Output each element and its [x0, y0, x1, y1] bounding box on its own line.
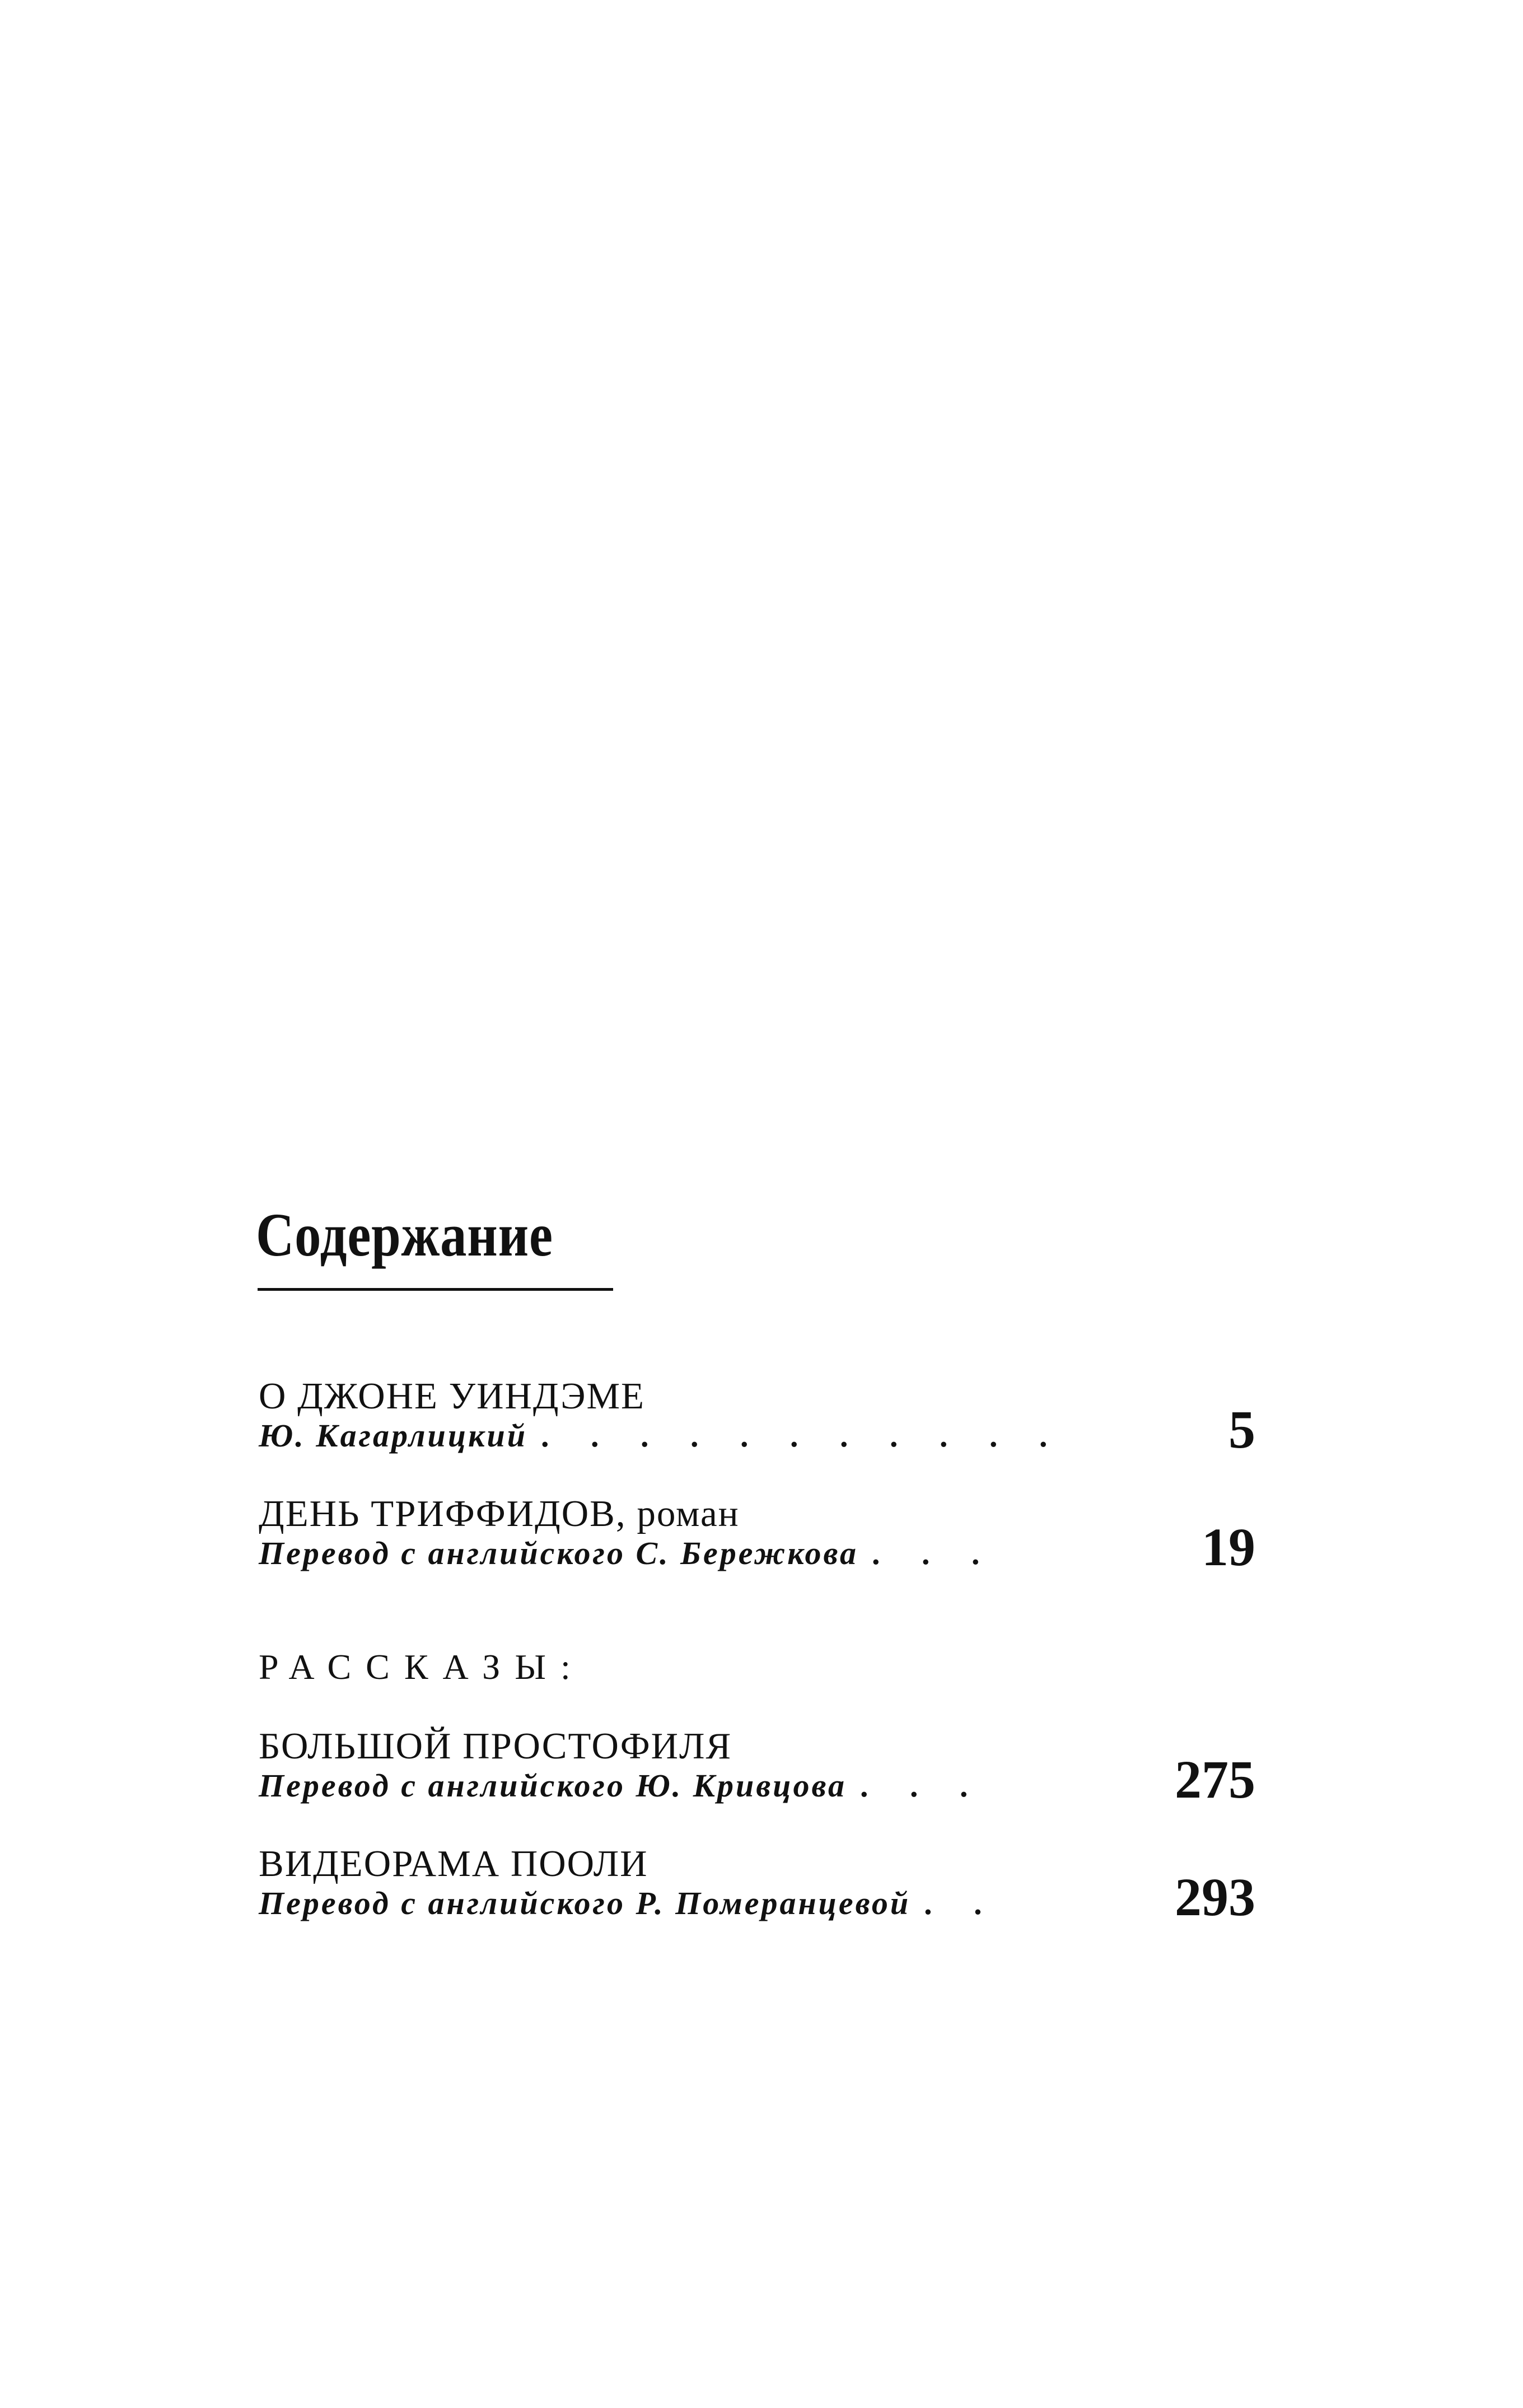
entry-title: ВИДЕОРАМА ПООЛИ: [259, 1843, 648, 1884]
page-number: 5: [1228, 1399, 1255, 1459]
toc-entry-big-simpleton: [259, 1725, 1255, 1809]
page-number: 293: [1175, 1867, 1255, 1927]
entry-translator: [259, 1887, 1143, 1920]
entry-author: [259, 1417, 1143, 1454]
entry-translator: [259, 1537, 1143, 1570]
page-title: Содержание: [256, 1201, 553, 1269]
dot-leader: . . .: [860, 1770, 985, 1802]
dot-leader: . . .: [871, 1537, 997, 1570]
page-number: 19: [1202, 1517, 1255, 1577]
dot-leader: . . . . . . . . . . .: [540, 1420, 1064, 1452]
entry-subtitle-text: Перевод с английского Ю. Кривцова: [259, 1767, 847, 1804]
title-underline: [258, 1288, 613, 1291]
entry-title: ДЕНЬ ТРИФФИДОВ, роман: [259, 1493, 740, 1534]
toc-entry-day-of-triffids: [259, 1493, 1255, 1577]
toc-entry-pooley-videorama: [259, 1843, 1255, 1927]
section-heading-stories: РАССКАЗЫ:: [259, 1647, 585, 1687]
entry-translator: [259, 1767, 1143, 1804]
entry-subtitle-text: Перевод с английского С. Бережкова: [259, 1535, 858, 1571]
entry-subtitle-text: Перевод с английского Р. Померанцевой: [259, 1885, 911, 1921]
toc-entry-about-wyndham: [259, 1375, 1255, 1459]
entry-subtitle-text: Ю. Кагарлицкий: [259, 1417, 527, 1454]
entry-title: БОЛЬШОЙ ПРОСТОФИЛЯ: [259, 1725, 732, 1767]
page-number: 275: [1175, 1749, 1255, 1809]
entry-title: О ДЖОНЕ УИНДЭМЕ: [259, 1375, 645, 1417]
dot-leader: . .: [924, 1887, 999, 1920]
